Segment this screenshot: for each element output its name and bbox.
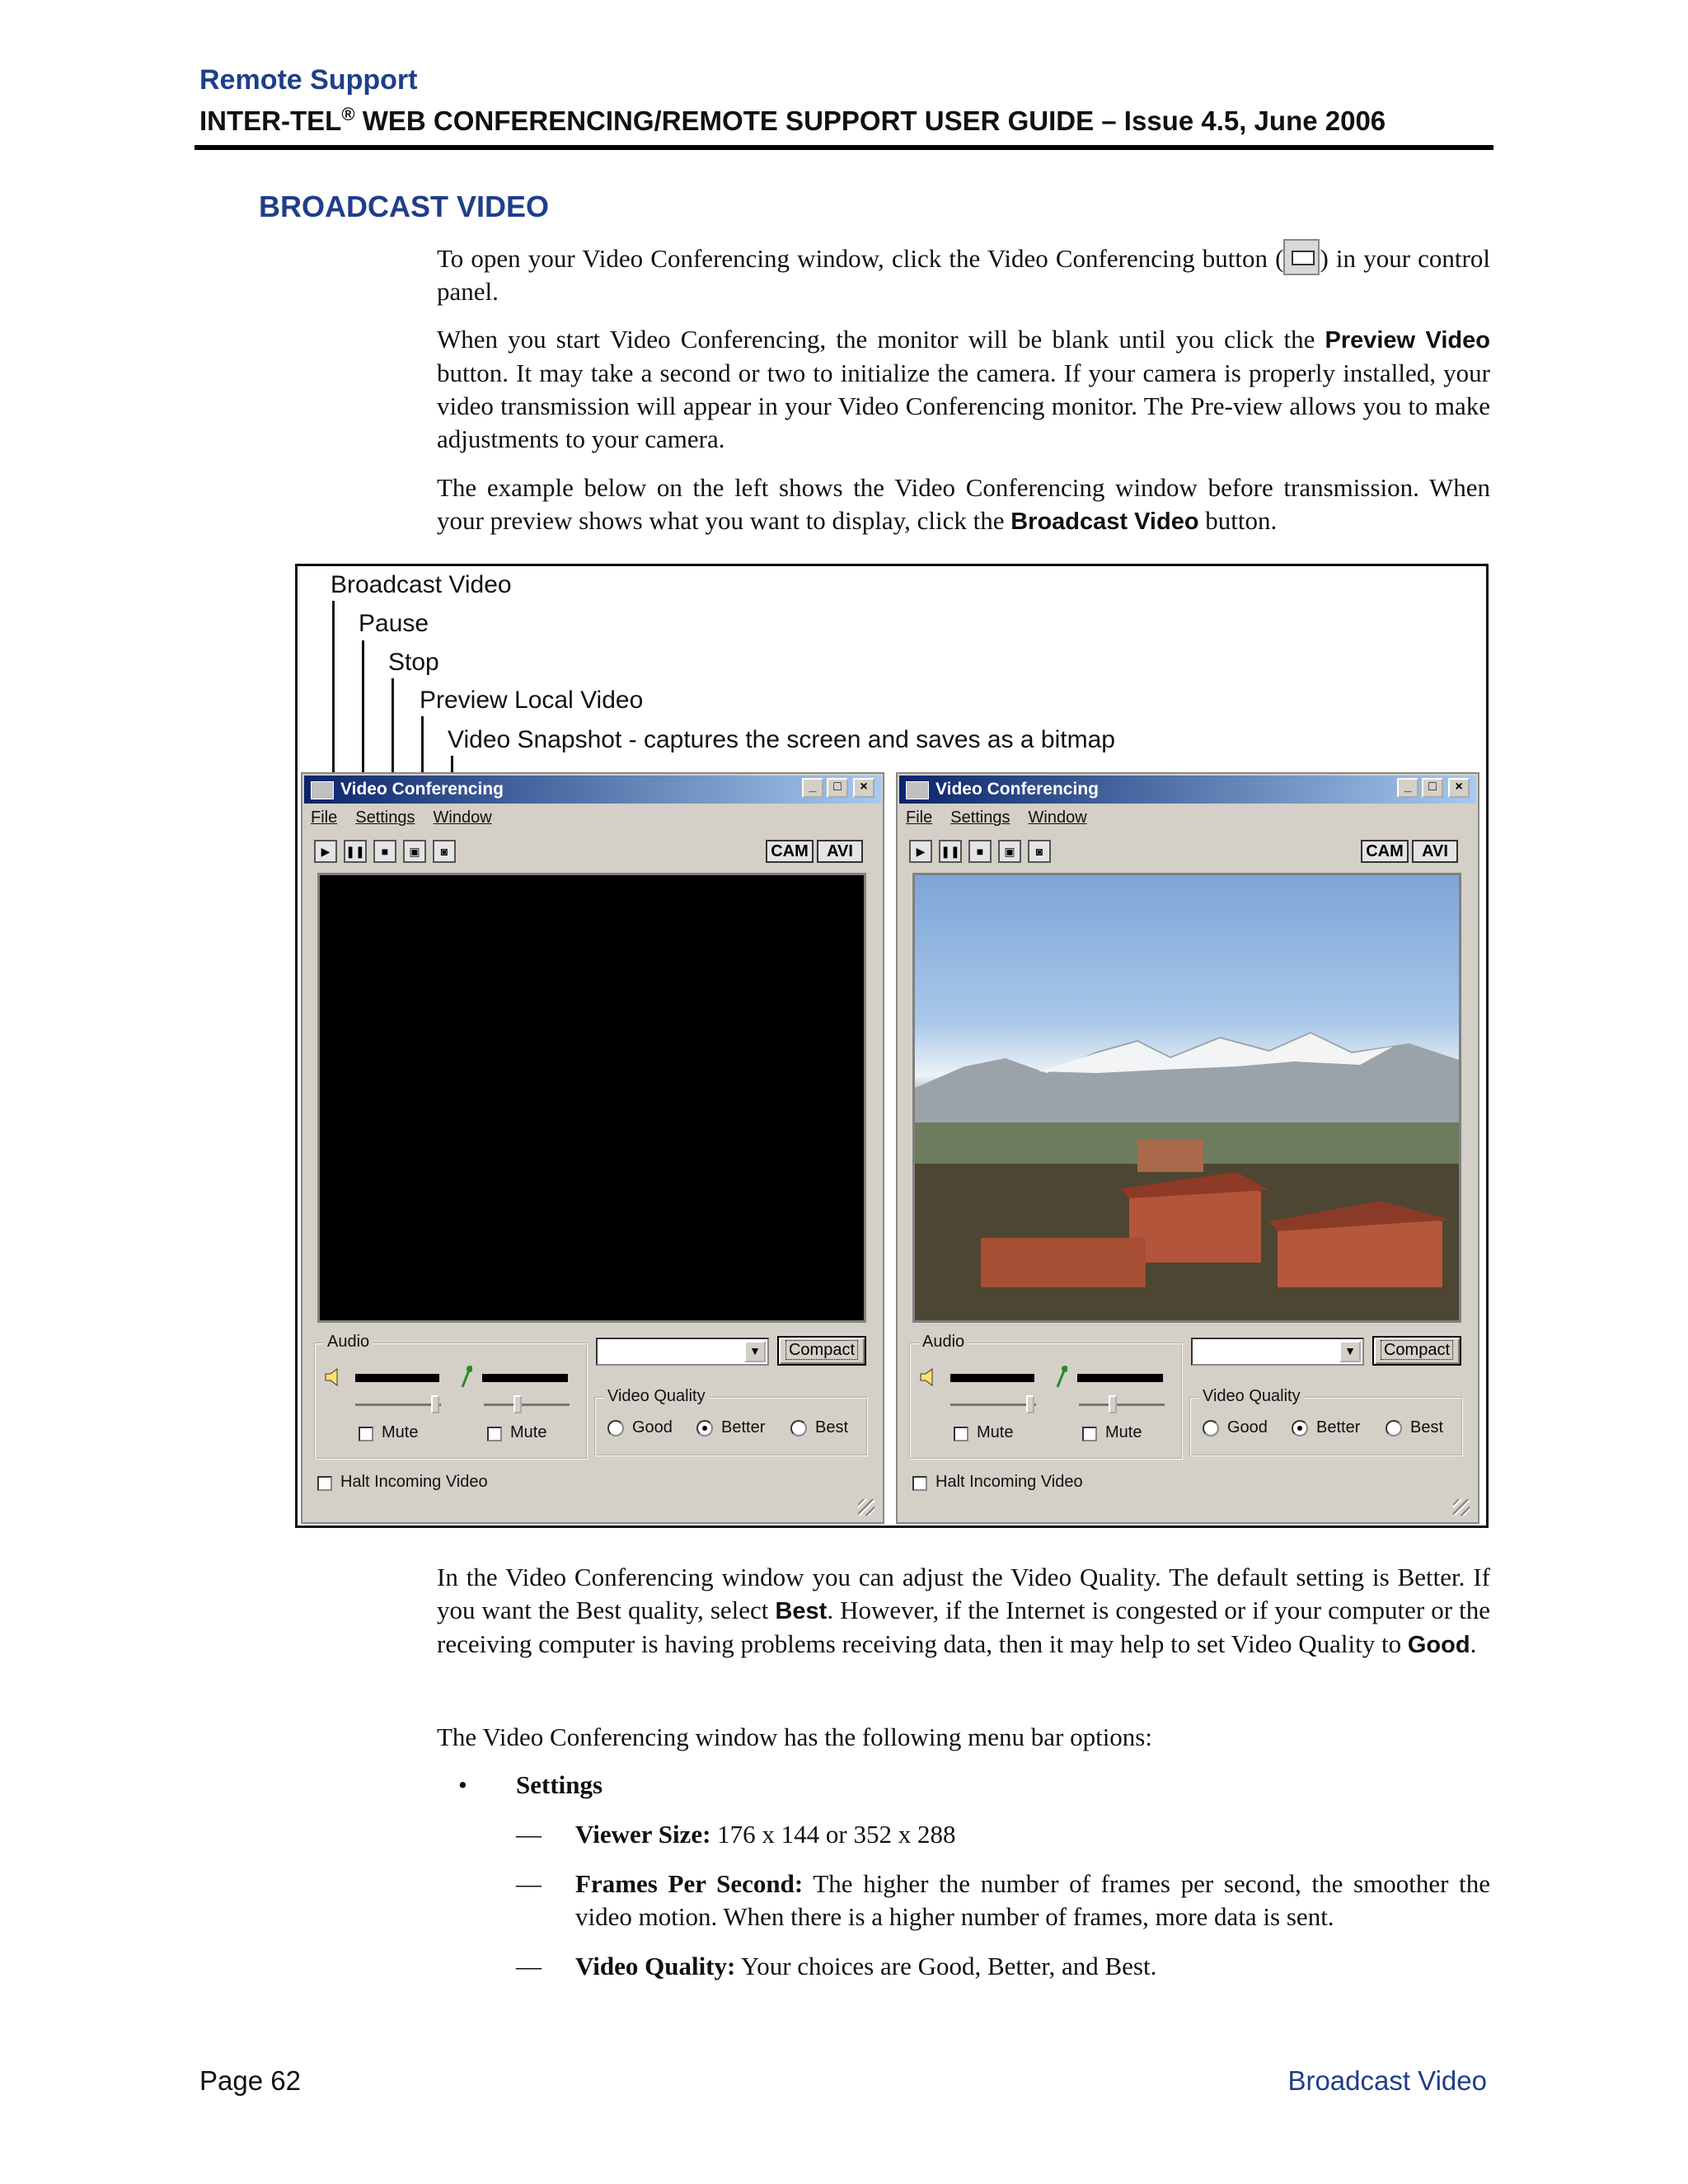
- speaker-volume-track: [950, 1404, 1036, 1406]
- maximize-button[interactable]: □: [827, 778, 848, 798]
- mic-level-bar: [482, 1374, 568, 1382]
- mic-mute-label: Mute: [1105, 1423, 1142, 1441]
- window-titlebar: Video Conferencing: [899, 776, 1476, 804]
- halt-incoming-video-checkbox[interactable]: [317, 1476, 332, 1491]
- speaker-mute-checkbox[interactable]: [954, 1427, 968, 1441]
- callout-stop: Stop: [388, 649, 439, 676]
- device-select[interactable]: [596, 1338, 769, 1366]
- page-number: Page 62: [199, 2065, 301, 2096]
- resize-grip[interactable]: [1453, 1499, 1470, 1516]
- stop-button[interactable]: ■: [373, 840, 396, 863]
- cam-button[interactable]: CAM: [766, 840, 814, 863]
- video-quality-group: Video Quality Good Better Best: [594, 1397, 868, 1456]
- header-rule: [195, 145, 1493, 150]
- chevron-down-icon[interactable]: ▼: [1339, 1341, 1361, 1362]
- quality-better-label: Better: [1316, 1418, 1361, 1436]
- menu-bar: [906, 808, 1105, 827]
- compact-button[interactable]: Compact: [777, 1336, 866, 1366]
- video-snapshot-button[interactable]: ◙: [433, 840, 456, 863]
- mic-volume-track: [1079, 1404, 1165, 1406]
- speaker-volume-slider[interactable]: [1026, 1395, 1034, 1413]
- dash-marker: —: [516, 1820, 542, 1849]
- quality-good-label: Good: [1227, 1418, 1268, 1436]
- section-heading: BROADCAST VIDEO: [259, 190, 550, 223]
- quality-best-label: Best: [1410, 1418, 1444, 1436]
- microphone-icon: [461, 1364, 472, 1389]
- video-quality-group: Video Quality Good Better Best: [1189, 1397, 1463, 1456]
- halt-incoming-video-checkbox[interactable]: [912, 1476, 927, 1491]
- dash-marker: —: [516, 1869, 542, 1898]
- avi-button[interactable]: AVI: [1412, 840, 1458, 863]
- preview-local-video-button[interactable]: ▣: [403, 840, 426, 863]
- speaker-mute-label: Mute: [977, 1423, 1014, 1441]
- quality-better-label: Better: [721, 1418, 766, 1436]
- callout-pause: Pause: [359, 610, 429, 637]
- dash-marker: —: [516, 1952, 542, 1980]
- bullet-marker: •: [458, 1770, 467, 1799]
- paragraph-broadcast: The example below on the left shows the Video Conferencing window before transmission. When your preview shows what you want to display, click the Broadcast Video button.: [437, 473, 1490, 535]
- broadcast-video-button[interactable]: ▶: [314, 840, 337, 863]
- menu-bar: [311, 808, 510, 827]
- quality-better-radio[interactable]: [696, 1420, 713, 1436]
- video-monitor-blank: [317, 873, 866, 1323]
- preview-landscape-image: [915, 875, 1459, 1320]
- audio-group: Audio Mute Mute: [909, 1343, 1183, 1460]
- quality-best-radio[interactable]: [1386, 1420, 1402, 1436]
- broadcast-video-button[interactable]: ▶: [909, 840, 932, 863]
- speaker-volume-track: [355, 1404, 441, 1406]
- mic-mute-checkbox[interactable]: [1082, 1427, 1097, 1441]
- microphone-icon: [1056, 1364, 1067, 1389]
- halt-incoming-video-label: Halt Incoming Video: [340, 1473, 488, 1491]
- avi-button[interactable]: AVI: [817, 840, 863, 863]
- video-conferencing-button-icon: [1283, 239, 1320, 275]
- video-conferencing-window-before: [301, 772, 884, 1524]
- running-header-section: Remote Support: [199, 64, 418, 96]
- chevron-down-icon[interactable]: ▼: [744, 1341, 766, 1362]
- menu-file[interactable]: File: [311, 808, 338, 827]
- minimize-button[interactable]: _: [1397, 778, 1418, 798]
- resize-grip[interactable]: [858, 1499, 874, 1516]
- video-snapshot-button[interactable]: ◙: [1028, 840, 1051, 863]
- preview-local-video-button[interactable]: ▣: [998, 840, 1021, 863]
- quality-best-label: Best: [815, 1418, 849, 1436]
- speaker-mute-checkbox[interactable]: [359, 1427, 373, 1441]
- device-select[interactable]: [1191, 1338, 1364, 1366]
- menu-settings[interactable]: Settings: [950, 808, 1010, 827]
- quality-better-radio[interactable]: [1292, 1420, 1308, 1436]
- speaker-icon: [324, 1367, 342, 1387]
- pause-button[interactable]: ❚❚: [344, 840, 367, 863]
- quality-good-radio[interactable]: [1203, 1420, 1219, 1436]
- quality-good-label: Good: [632, 1418, 673, 1436]
- mic-volume-slider[interactable]: [1109, 1395, 1117, 1413]
- mic-level-bar: [1077, 1374, 1163, 1382]
- bullet-settings: Settings: [516, 1770, 603, 1799]
- quality-good-radio[interactable]: [607, 1420, 624, 1436]
- minimize-button[interactable]: _: [802, 778, 823, 798]
- mic-volume-slider[interactable]: [513, 1395, 522, 1413]
- menu-window[interactable]: Window: [433, 808, 492, 827]
- compact-button[interactable]: Compact: [1372, 1336, 1461, 1366]
- close-button[interactable]: ×: [1448, 778, 1470, 798]
- speaker-level-bar: [355, 1374, 439, 1382]
- paragraph-preview: When you start Video Conferencing, the monitor will be blank until you click the Preview Video button. It may take a second or two to initialize the camera. If your camera is properly installed, your video transmission will appear in your Video Conferencing monitor. The Pre-view allows you to make adjustments to your camera.: [437, 325, 1490, 453]
- cam-button[interactable]: CAM: [1361, 840, 1409, 863]
- running-header-title: INTER-TEL® WEB CONFERENCING/REMOTE SUPPORT USER GUIDE – Issue 4.5, June 2006: [199, 104, 1386, 136]
- setting-viewer-size: Viewer Size: 176 x 144 or 352 x 288: [575, 1820, 956, 1849]
- audio-group: Audio Mute Mute: [314, 1343, 588, 1460]
- menu-settings[interactable]: Settings: [355, 808, 415, 827]
- app-icon: [906, 781, 929, 799]
- close-button[interactable]: ×: [853, 778, 874, 798]
- paragraph-open-window: To open your Video Conferencing window, click the Video Conferencing button ( ) in your control panel.: [437, 239, 1490, 308]
- quality-best-radio[interactable]: [790, 1420, 807, 1436]
- mic-mute-checkbox[interactable]: [487, 1427, 502, 1441]
- video-monitor-preview: [912, 873, 1461, 1323]
- callout-preview-local-video: Preview Local Video: [420, 687, 644, 714]
- speaker-volume-slider[interactable]: [431, 1395, 439, 1413]
- video-conferencing-window-preview: [896, 772, 1479, 1524]
- setting-frames-per-second: Frames Per Second: The higher the number of frames per second, the smoother the video motion. When there is a higher number of frames, more data is sent.: [575, 1869, 1490, 1931]
- speaker-level-bar: [950, 1374, 1034, 1382]
- maximize-button[interactable]: □: [1422, 778, 1443, 798]
- video-conferencing-figure: [295, 564, 1489, 1528]
- callout-broadcast-video: Broadcast Video: [331, 571, 512, 598]
- footer-section: Broadcast Video: [1287, 2065, 1487, 2096]
- stop-button[interactable]: ■: [968, 840, 992, 863]
- pause-button[interactable]: ❚❚: [939, 840, 962, 863]
- callout-video-snapshot: Video Snapshot - captures the screen and saves as a bitmap: [448, 726, 1115, 753]
- menu-file[interactable]: File: [906, 808, 933, 827]
- speaker-icon: [919, 1367, 937, 1387]
- halt-incoming-video-label: Halt Incoming Video: [935, 1473, 1083, 1491]
- mic-volume-track: [484, 1404, 570, 1406]
- speaker-mute-label: Mute: [382, 1423, 419, 1441]
- paragraph-video-quality: In the Video Conferencing window you can adjust the Video Quality. The default setting is Better. If you want the Best quality, select Best. However, if the Internet is congested or if your computer or the receiving computer is having problems receiving data, then it may help to set Video Quality to Good.: [437, 1563, 1490, 1658]
- app-icon: [311, 781, 334, 799]
- menu-window[interactable]: Window: [1028, 808, 1087, 827]
- paragraph-menu-options: The Video Conferencing window has the following menu bar options:: [437, 1722, 1152, 1751]
- setting-video-quality: Video Quality: Your choices are Good, Better, and Best.: [575, 1952, 1157, 1980]
- window-titlebar: Video Conferencing: [304, 776, 881, 804]
- mic-mute-label: Mute: [510, 1423, 547, 1441]
